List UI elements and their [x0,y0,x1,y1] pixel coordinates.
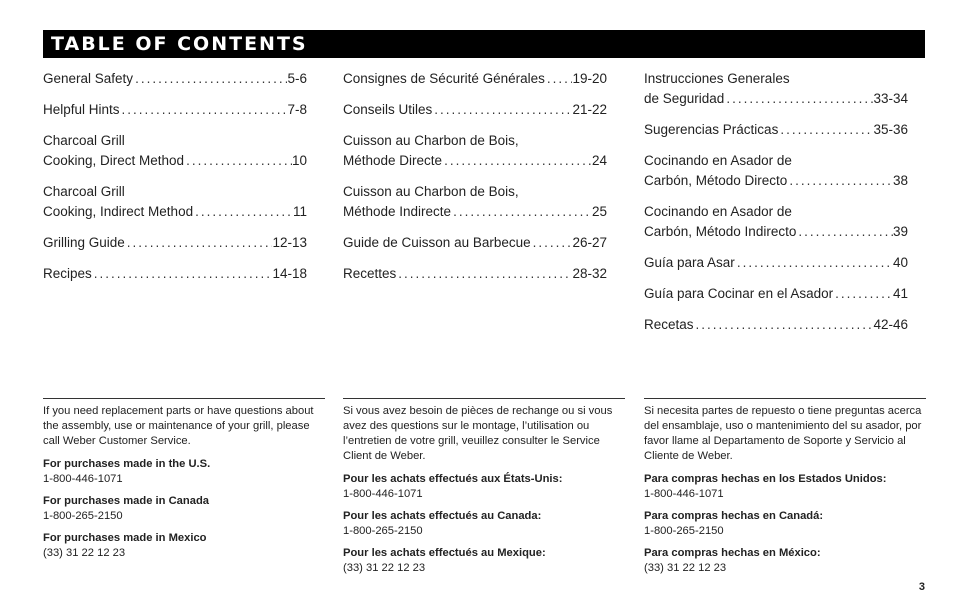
toc-entry-page: 25 [591,204,607,219]
dot-leader [396,264,572,284]
contact-block [343,472,625,502]
toc-entry-line: Cocinando en Asador de [644,153,792,168]
toc-entry-title: Guía para Asar [644,255,735,270]
toc-entry[interactable] [644,253,908,273]
toc-entry-title: Recettes [343,266,397,281]
page-number: 3 [918,581,925,593]
toc-column [644,69,908,346]
dot-leader [184,151,292,171]
toc-column [343,69,607,295]
toc-entry-title: Guía para Cocinar en el Asador [644,286,834,301]
toc-entry-title: de Seguridad [644,91,725,106]
toc-entry-page: 41 [892,286,908,301]
toc-entry-title: Conseils Utiles [343,102,433,117]
toc-entry[interactable] [43,182,307,222]
toc-entry-title: Consignes de Sécurité Générales [343,71,545,86]
phone-number[interactable]: (33) 31 22 12 23 [43,547,126,559]
toc-entry-page: 7-8 [287,102,307,117]
dot-leader [432,100,572,120]
phone-number[interactable]: (33) 31 22 12 23 [644,562,727,574]
contact-heading: For purchases made in Mexico [43,532,207,544]
dot-leader [193,202,293,222]
phone-number[interactable]: 1-800-446-1071 [343,488,423,500]
toc-entry-page: 35-36 [873,122,908,137]
toc-entry-page: 40 [892,255,908,270]
phone-number[interactable]: 1-800-265-2150 [343,525,423,537]
toc-entry-line: Charcoal Grill [43,184,125,199]
contact-heading: Para compras hechas en México: [644,547,821,559]
customer-service-intro: If you need replacement parts or have questions about the assembly, use or maintenance of your grill, please call Weber Customer Service. [43,405,314,447]
toc-entry-page: 38 [892,173,908,188]
toc-entry-title: Recetas [644,317,694,332]
toc-entry[interactable] [343,100,607,120]
toc-entry[interactable] [43,264,307,284]
toc-entry-page: 11 [292,204,307,219]
phone-number[interactable]: (33) 31 22 12 23 [343,562,426,574]
toc-entry[interactable] [343,131,607,171]
section-divider [43,398,325,399]
contact-block [644,546,926,576]
dot-leader [724,89,873,109]
toc-entry[interactable] [644,120,908,140]
toc-entry[interactable] [644,284,908,304]
customer-service-block [644,404,926,583]
toc-entry-page: 39 [892,224,908,239]
toc-entry-title: Cooking, Indirect Method [43,204,194,219]
toc-entry-title: Cooking, Direct Method [43,153,185,168]
contact-heading: For purchases made in the U.S. [43,458,211,470]
dot-leader [125,233,273,253]
contact-heading: Pour les achats effectués au Canada: [343,510,542,522]
toc-entry-page: 12-13 [272,235,307,250]
toc-entry-title: Guide de Cuisson au Barbecue [343,235,531,250]
contact-heading: Para compras hechas en Canadá: [644,510,824,522]
toc-entry[interactable] [343,233,607,253]
toc-entry-line: Cuisson au Charbon de Bois, [343,133,519,148]
toc-entry[interactable] [43,233,307,253]
dot-leader [451,202,592,222]
dot-leader [787,171,893,191]
toc-entry-title: Helpful Hints [43,102,120,117]
toc-entry-page: 33-34 [873,91,908,106]
customer-service-block [343,404,625,583]
dot-leader [545,69,573,89]
toc-entry-title: General Safety [43,71,134,86]
contact-heading: For purchases made in Canada [43,495,209,507]
toc-entry-title: Carbón, Método Indirecto [644,224,797,239]
contact-block [343,546,625,576]
toc-entry-title: Carbón, Método Directo [644,173,788,188]
section-divider [343,398,625,399]
contact-block [343,509,625,539]
toc-entry-page: 10 [291,153,307,168]
toc-entry-page: 5-6 [287,71,307,86]
dot-leader [531,233,573,253]
toc-column [43,69,307,295]
toc-entry-page: 14-18 [272,266,307,281]
toc-entry-line: Charcoal Grill [43,133,125,148]
toc-entry[interactable] [644,69,908,109]
contact-block [43,457,325,487]
toc-entry-title: Méthode Directe [343,153,443,168]
dot-leader [694,315,874,335]
dot-leader [442,151,592,171]
toc-entry-title: Grilling Guide [43,235,125,250]
dot-leader [796,222,893,242]
dot-leader [833,284,893,304]
contact-block [43,531,325,561]
toc-entry[interactable] [43,100,307,120]
toc-entry-line: Cuisson au Charbon de Bois, [343,184,519,199]
dot-leader [735,253,893,273]
contact-heading: Pour les achats effectués au Mexique: [343,547,546,559]
toc-entry-page: 26-27 [572,235,607,250]
toc-entry[interactable] [43,69,307,89]
toc-entry[interactable] [343,69,607,89]
toc-entry-title: Recipes [43,266,92,281]
customer-service-intro: Si vous avez besoin de pièces de rechange ou si vous avez des questions sur le montage, l’utilisation ou l’entretien de votre grill, veuillez consulter le Service Client de Weber. [343,405,613,462]
dot-leader [133,69,287,89]
customer-service-block [43,404,325,568]
section-divider [644,398,926,399]
toc-entry-page: 28-32 [572,266,607,281]
toc-entry-line: Cocinando en Asador de [644,204,792,219]
contact-block [644,472,926,502]
toc-entry-page: 19-20 [572,71,607,86]
phone-number[interactable]: 1-800-446-1071 [644,488,724,500]
phone-number[interactable]: 1-800-446-1071 [43,473,123,485]
contact-heading: Pour les achats effectués aux États-Unis: [343,473,563,485]
dot-leader [92,264,273,284]
customer-service-intro: Si necesita partes de repuesto o tiene preguntas acerca del ensamblaje, uso o mantenimiento del su asador, por favor llame al Departamento de Soporte y Servicio al Cliente de Weber. [644,405,922,462]
toc-entry[interactable] [343,264,607,284]
dot-leader [778,120,873,140]
toc-entry[interactable] [343,182,607,222]
toc-entry[interactable] [644,151,908,191]
toc-entry-title: Méthode Indirecte [343,204,452,219]
phone-number[interactable]: 1-800-265-2150 [644,525,724,537]
toc-entry[interactable] [644,202,908,242]
toc-entry-line: Instrucciones Generales [644,71,790,86]
toc-entry[interactable] [644,315,908,335]
contact-block [644,509,926,539]
page-title: TABLE OF CONTENTS [43,30,925,58]
contact-block [43,494,325,524]
contact-heading: Para compras hechas en los Estados Unidos: [644,473,887,485]
toc-entry-page: 21-22 [572,102,607,117]
dot-leader [120,100,288,120]
toc-entry-title: Sugerencias Prácticas [644,122,779,137]
toc-entry-page: 42-46 [873,317,908,332]
phone-number[interactable]: 1-800-265-2150 [43,510,123,522]
toc-entry[interactable] [43,131,307,171]
toc-entry-page: 24 [591,153,607,168]
